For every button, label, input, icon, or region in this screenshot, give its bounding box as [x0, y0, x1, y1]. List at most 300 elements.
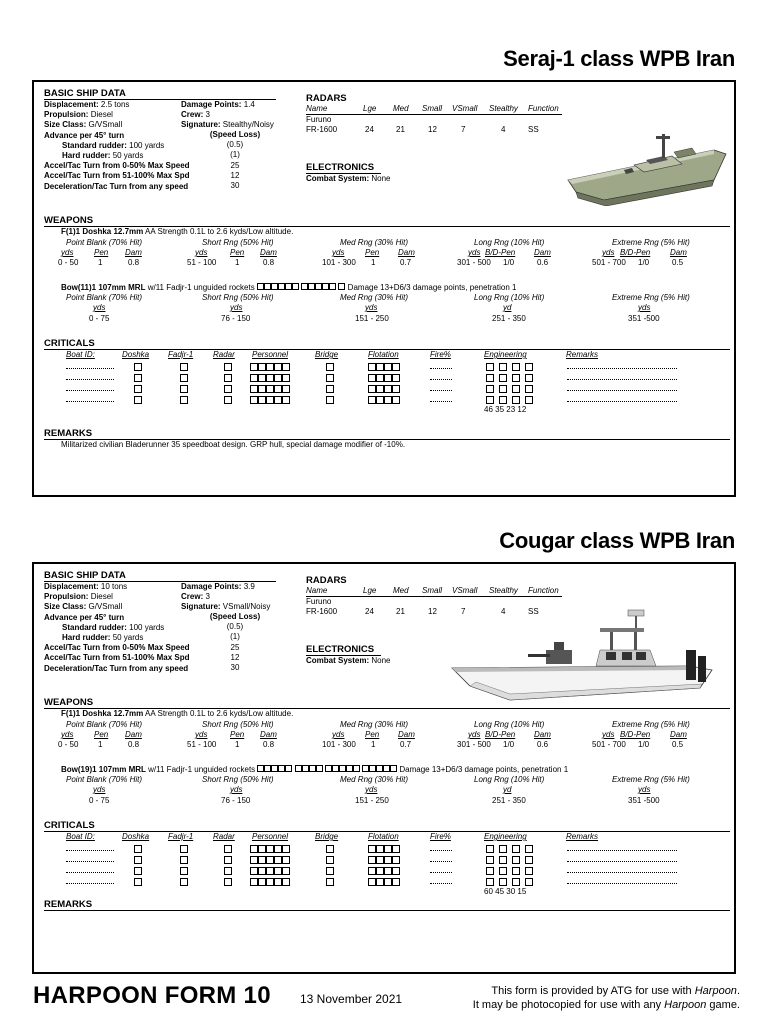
- crit-checkbox[interactable]: [499, 385, 507, 393]
- crit-checkbox[interactable]: [282, 867, 290, 875]
- crit-checkbox[interactable]: [258, 878, 266, 886]
- crit-checkbox[interactable]: [392, 856, 400, 864]
- crit-checkbox[interactable]: [392, 878, 400, 886]
- crit-blank-line[interactable]: [66, 379, 114, 380]
- crit-checkbox[interactable]: [392, 867, 400, 875]
- crit-checkbox[interactable]: [512, 396, 520, 404]
- crit-checkbox[interactable]: [266, 845, 274, 853]
- crit-checkbox[interactable]: [525, 856, 533, 864]
- crit-checkbox[interactable]: [266, 363, 274, 371]
- crit-checkbox[interactable]: [326, 845, 334, 853]
- radar-maker: Furuno: [306, 115, 332, 124]
- w1-val: 1/0: [503, 740, 515, 749]
- w2-range: Point Blank (70% Hit): [66, 293, 143, 302]
- combat-system: Combat System: None: [306, 174, 391, 183]
- w2-col: yds: [93, 303, 106, 312]
- w1-val: 101 - 300: [322, 258, 356, 267]
- crit-checkbox[interactable]: [525, 845, 533, 853]
- crit-col-remarks: Remarks: [566, 350, 599, 359]
- crit-checkbox[interactable]: [368, 363, 376, 371]
- crit-checkbox[interactable]: [392, 374, 400, 382]
- crit-checkbox[interactable]: [282, 396, 290, 404]
- crit-checkbox[interactable]: [392, 845, 400, 853]
- crit-col-fire: Fire%: [430, 350, 451, 359]
- radar-col-vsmall: VSmall: [452, 104, 478, 113]
- w1-val: 0 - 50: [58, 740, 79, 749]
- w2-col: yds: [230, 785, 243, 794]
- w1-col: Dam: [534, 248, 551, 257]
- crit-checkbox[interactable]: [384, 845, 392, 853]
- crit-col-engineering: Engineering: [484, 350, 527, 359]
- crit-checkbox[interactable]: [266, 374, 274, 382]
- radar-col-small: Small: [422, 104, 443, 113]
- w2-col: yds: [365, 785, 378, 794]
- radar-name: FR-1600: [306, 607, 338, 616]
- crit-checkbox[interactable]: [525, 878, 533, 886]
- crit-checkbox[interactable]: [258, 867, 266, 875]
- crit-checkbox[interactable]: [180, 374, 188, 382]
- crit-col-boat-id: Boat ID:: [66, 832, 95, 841]
- crit-checkbox[interactable]: [499, 856, 507, 864]
- w1-range-pb: Point Blank (70% Hit): [66, 238, 143, 247]
- ship-card: [32, 562, 736, 974]
- crit-blank-line[interactable]: [66, 883, 114, 884]
- crit-checkbox[interactable]: [258, 374, 266, 382]
- w1-val: 51 - 100: [187, 258, 217, 267]
- electronics-header: ELECTRONICS: [306, 644, 375, 655]
- crit-checkbox[interactable]: [274, 396, 282, 404]
- w1-val: 0.6: [537, 258, 549, 267]
- w1-val: 0.8: [128, 258, 140, 267]
- crit-checkbox[interactable]: [486, 867, 494, 875]
- crit-checkbox[interactable]: [376, 867, 384, 875]
- radar-col-med: Med: [393, 104, 409, 113]
- w1-range-short: Short Rng (50% Hit): [202, 238, 274, 247]
- crit-checkbox[interactable]: [368, 878, 376, 886]
- w1-col: B/D-Pen: [485, 730, 516, 739]
- radar-col-med: Med: [393, 586, 409, 595]
- crit-blank-line[interactable]: [430, 850, 452, 851]
- crit-blank-line[interactable]: [567, 861, 677, 862]
- crit-blank-line[interactable]: [430, 390, 452, 391]
- w1-col: Dam: [534, 730, 551, 739]
- crit-checkbox[interactable]: [250, 856, 258, 864]
- crit-blank-line[interactable]: [430, 872, 452, 873]
- radars-header: RADARS: [306, 93, 347, 104]
- crit-checkbox[interactable]: [368, 396, 376, 404]
- criticals-grid[interactable]: [34, 844, 734, 888]
- radar-med: 21: [396, 607, 405, 616]
- w1-col: Pen: [94, 248, 109, 257]
- w2-col: yd: [503, 785, 512, 794]
- crit-checkbox[interactable]: [368, 374, 376, 382]
- remarks-header: REMARKS: [44, 428, 93, 439]
- crit-checkbox[interactable]: [274, 856, 282, 864]
- w1-val: 1/0: [638, 740, 650, 749]
- basic-data-header: BASIC SHIP DATA: [44, 88, 126, 99]
- crit-checkbox[interactable]: [376, 374, 384, 382]
- crit-checkbox[interactable]: [326, 385, 334, 393]
- w1-col: Pen: [365, 248, 380, 257]
- crit-col-radar: Radar: [213, 832, 235, 841]
- radar-col-vsmall: VSmall: [452, 586, 478, 595]
- crit-checkbox[interactable]: [266, 856, 274, 864]
- w2-val: 76 - 150: [221, 314, 251, 323]
- crit-checkbox[interactable]: [282, 385, 290, 393]
- w1-val: 1: [235, 740, 240, 749]
- weapon-1-title: F(1)1 Doshka 12.7mm AA Strength 0.1L to 2.6 kyds/Low altitude.: [61, 709, 294, 718]
- crit-checkbox[interactable]: [486, 878, 494, 886]
- ship-card: [32, 80, 736, 497]
- w1-val: 301 - 500: [457, 740, 491, 749]
- crit-checkbox[interactable]: [224, 867, 232, 875]
- crit-checkbox[interactable]: [512, 385, 520, 393]
- crit-checkbox[interactable]: [368, 845, 376, 853]
- crit-checkbox[interactable]: [224, 374, 232, 382]
- crit-checkbox[interactable]: [499, 878, 507, 886]
- crit-checkbox[interactable]: [384, 856, 392, 864]
- w1-val: 0 - 50: [58, 258, 79, 267]
- crit-checkbox[interactable]: [282, 845, 290, 853]
- crit-checkbox[interactable]: [258, 385, 266, 393]
- crit-checkbox[interactable]: [368, 385, 376, 393]
- crit-checkbox[interactable]: [258, 856, 266, 864]
- crit-blank-line[interactable]: [66, 390, 114, 391]
- crit-checkbox[interactable]: [134, 845, 142, 853]
- crit-blank-line[interactable]: [567, 368, 677, 369]
- crit-col-doshka: Doshka: [122, 350, 150, 359]
- crit-col-personnel: Personnel: [252, 350, 289, 359]
- crit-checkbox[interactable]: [180, 363, 188, 371]
- crit-checkbox[interactable]: [376, 856, 384, 864]
- w1-val: 0.5: [672, 740, 684, 749]
- crit-checkbox[interactable]: [392, 363, 400, 371]
- crit-checkbox[interactable]: [224, 878, 232, 886]
- radar-maker: Furuno: [306, 597, 332, 606]
- crit-checkbox[interactable]: [512, 856, 520, 864]
- radars-header: RADARS: [306, 575, 347, 586]
- crit-checkbox[interactable]: [274, 878, 282, 886]
- engineering-values: 60 45 30 15: [484, 887, 527, 896]
- crit-col-bridge: Bridge: [315, 832, 339, 841]
- crit-checkbox[interactable]: [180, 845, 188, 853]
- crit-checkbox[interactable]: [384, 374, 392, 382]
- w1-val: 1: [235, 258, 240, 267]
- remarks-text: Militarized civilian Bladerunner 35 speedboat design. GRP hull, special damage modifier of -10%.: [61, 440, 406, 449]
- crit-col-flotation: Flotation: [368, 350, 399, 359]
- crit-blank-line[interactable]: [430, 401, 452, 402]
- crit-checkbox[interactable]: [384, 878, 392, 886]
- crit-checkbox[interactable]: [486, 374, 494, 382]
- crit-checkbox[interactable]: [512, 845, 520, 853]
- crit-checkbox[interactable]: [224, 363, 232, 371]
- crit-checkbox[interactable]: [525, 396, 533, 404]
- crit-checkbox[interactable]: [499, 396, 507, 404]
- crit-checkbox[interactable]: [180, 385, 188, 393]
- crit-checkbox[interactable]: [326, 396, 334, 404]
- w1-col: Pen: [230, 730, 245, 739]
- basic-data-right: Damage Points: 1.4 Crew: 3 Signature: Stealthy/Noisy: [181, 100, 274, 130]
- crit-checkbox[interactable]: [486, 845, 494, 853]
- crit-checkbox[interactable]: [512, 374, 520, 382]
- crit-checkbox[interactable]: [392, 385, 400, 393]
- crit-checkbox[interactable]: [384, 867, 392, 875]
- crit-checkbox[interactable]: [250, 867, 258, 875]
- crit-checkbox[interactable]: [274, 867, 282, 875]
- w1-col: yds: [332, 730, 345, 739]
- crit-checkbox[interactable]: [486, 385, 494, 393]
- form-title: HARPOON FORM 10: [33, 982, 271, 1009]
- w2-col: yds: [365, 303, 378, 312]
- crit-blank-line[interactable]: [430, 368, 452, 369]
- crit-checkbox[interactable]: [250, 374, 258, 382]
- radar-name: FR-1600: [306, 125, 338, 134]
- w1-range-pb: Point Blank (70% Hit): [66, 720, 143, 729]
- w1-val: 0.8: [263, 740, 275, 749]
- w2-col: yds: [638, 785, 651, 794]
- crit-blank-line[interactable]: [66, 368, 114, 369]
- weapons-header: WEAPONS: [44, 697, 94, 708]
- crit-checkbox[interactable]: [258, 845, 266, 853]
- w2-col: yds: [93, 785, 106, 794]
- crit-checkbox[interactable]: [224, 396, 232, 404]
- crit-blank-line[interactable]: [567, 872, 677, 873]
- w2-val: 251 - 350: [492, 796, 526, 805]
- crit-checkbox[interactable]: [376, 385, 384, 393]
- crit-checkbox[interactable]: [266, 867, 274, 875]
- form-note: This form is provided by ATG for use with Harpoon. It may be photocopied for use with any Harpoon game.: [472, 985, 740, 1011]
- crit-checkbox[interactable]: [512, 363, 520, 371]
- crit-checkbox[interactable]: [392, 396, 400, 404]
- w1-val: 0.8: [128, 740, 140, 749]
- radar-col-function: Function: [528, 104, 559, 113]
- crit-blank-line[interactable]: [567, 883, 677, 884]
- crit-checkbox[interactable]: [376, 878, 384, 886]
- crit-blank-line[interactable]: [430, 883, 452, 884]
- w1-col: yds: [61, 730, 74, 739]
- crit-checkbox[interactable]: [525, 385, 533, 393]
- crit-checkbox[interactable]: [266, 878, 274, 886]
- crit-checkbox[interactable]: [326, 363, 334, 371]
- w1-col: Dam: [125, 730, 142, 739]
- crit-checkbox[interactable]: [180, 396, 188, 404]
- w1-range-long: Long Rng (10% Hit): [474, 238, 545, 247]
- w1-range-med: Med Rng (30% Hit): [340, 720, 409, 729]
- form-date: 13 November 2021: [300, 992, 403, 1006]
- crit-checkbox[interactable]: [525, 867, 533, 875]
- w1-range-short: Short Rng (50% Hit): [202, 720, 274, 729]
- crit-col-bridge: Bridge: [315, 350, 339, 359]
- w1-col: yds: [332, 248, 345, 257]
- seraj-boat-illustration: [564, 120, 732, 206]
- crit-checkbox[interactable]: [368, 856, 376, 864]
- crit-checkbox[interactable]: [282, 374, 290, 382]
- w2-val: 76 - 150: [221, 796, 251, 805]
- crit-checkbox[interactable]: [282, 856, 290, 864]
- w1-val: 1: [371, 740, 376, 749]
- crit-checkbox[interactable]: [134, 385, 142, 393]
- crit-col-engineering: Engineering: [484, 832, 527, 841]
- crit-checkbox[interactable]: [525, 374, 533, 382]
- crit-checkbox[interactable]: [180, 878, 188, 886]
- crit-checkbox[interactable]: [499, 363, 507, 371]
- crit-checkbox[interactable]: [274, 374, 282, 382]
- crit-checkbox[interactable]: [326, 374, 334, 382]
- crit-checkbox[interactable]: [512, 867, 520, 875]
- w1-val: 1: [98, 740, 103, 749]
- crit-checkbox[interactable]: [499, 845, 507, 853]
- w2-range: Point Blank (70% Hit): [66, 775, 143, 784]
- w1-col: B/D-Pen: [620, 248, 651, 257]
- crit-checkbox[interactable]: [326, 867, 334, 875]
- w1-col: yds: [195, 730, 208, 739]
- w1-col: yds: [195, 248, 208, 257]
- w1-val: 1: [371, 258, 376, 267]
- crit-checkbox[interactable]: [250, 396, 258, 404]
- w2-range: Extreme Rng (5% Hit): [612, 775, 690, 784]
- w1-val: 301 - 500: [457, 258, 491, 267]
- crit-checkbox[interactable]: [134, 374, 142, 382]
- crit-blank-line[interactable]: [430, 379, 452, 380]
- weapon-2-title: Bow(11)1 107mm MRL w/11 Fadjr-1 unguided rockets Damage 13+D6/3 damage points, penetration 1: [61, 283, 517, 293]
- w1-val: 0.7: [400, 740, 412, 749]
- crit-col-radar: Radar: [213, 350, 235, 359]
- crit-blank-line[interactable]: [567, 850, 677, 851]
- w2-col: yds: [230, 303, 243, 312]
- crit-checkbox[interactable]: [274, 845, 282, 853]
- w2-range: Med Rng (30% Hit): [340, 775, 409, 784]
- radar-stealthy: 4: [501, 607, 506, 616]
- crit-checkbox[interactable]: [376, 363, 384, 371]
- criticals-header: CRITICALS: [44, 338, 95, 349]
- crit-checkbox[interactable]: [486, 363, 494, 371]
- crit-checkbox[interactable]: [134, 396, 142, 404]
- w1-col: Dam: [670, 248, 687, 257]
- radar-lge: 24: [365, 125, 374, 134]
- ship-title: Seraj-1 class WPB Iran: [503, 46, 735, 71]
- w2-val: 0 - 75: [89, 314, 110, 323]
- crit-checkbox[interactable]: [486, 856, 494, 864]
- crit-checkbox[interactable]: [499, 374, 507, 382]
- crit-checkbox[interactable]: [282, 363, 290, 371]
- crit-checkbox[interactable]: [266, 385, 274, 393]
- crit-checkbox[interactable]: [250, 385, 258, 393]
- crit-checkbox[interactable]: [384, 385, 392, 393]
- crit-checkbox[interactable]: [274, 385, 282, 393]
- crit-blank-line[interactable]: [66, 401, 114, 402]
- crit-checkbox[interactable]: [134, 856, 142, 864]
- w1-col: Dam: [260, 730, 277, 739]
- combat-system: Combat System: None: [306, 656, 391, 665]
- crit-checkbox[interactable]: [134, 363, 142, 371]
- w1-col: Pen: [94, 730, 109, 739]
- crit-checkbox[interactable]: [224, 845, 232, 853]
- radar-col-lge: Lge: [363, 586, 377, 595]
- radar-col-stealthy: Stealthy: [489, 104, 518, 113]
- crit-checkbox[interactable]: [326, 878, 334, 886]
- remarks-header: REMARKS: [44, 899, 93, 910]
- criticals-grid[interactable]: [34, 362, 734, 406]
- electronics-header: ELECTRONICS: [306, 162, 375, 173]
- crit-checkbox[interactable]: [250, 845, 258, 853]
- speed-loss: (Speed Loss) (0.5) (1) 25 12 30: [209, 130, 261, 191]
- w2-range: Short Rng (50% Hit): [202, 293, 274, 302]
- ship-title: Cougar class WPB Iran: [499, 528, 735, 553]
- radar-function: SS: [528, 607, 539, 616]
- crit-checkbox[interactable]: [368, 867, 376, 875]
- crit-checkbox[interactable]: [258, 363, 266, 371]
- crit-blank-line[interactable]: [66, 872, 114, 873]
- w2-range: Long Rng (10% Hit): [474, 293, 545, 302]
- crit-checkbox[interactable]: [376, 845, 384, 853]
- w1-col: yds: [61, 248, 74, 257]
- crit-checkbox[interactable]: [499, 867, 507, 875]
- crit-checkbox[interactable]: [384, 363, 392, 371]
- crit-checkbox[interactable]: [384, 396, 392, 404]
- radar-small: 12: [428, 607, 437, 616]
- weapons-header: WEAPONS: [44, 215, 94, 226]
- radar-col-lge: Lge: [363, 104, 377, 113]
- crit-checkbox[interactable]: [274, 363, 282, 371]
- w1-col: Dam: [398, 248, 415, 257]
- radar-med: 21: [396, 125, 405, 134]
- crit-checkbox[interactable]: [258, 396, 266, 404]
- crit-col-doshka: Doshka: [122, 832, 150, 841]
- crit-checkbox[interactable]: [525, 363, 533, 371]
- crit-checkbox[interactable]: [376, 396, 384, 404]
- crit-checkbox[interactable]: [134, 878, 142, 886]
- w1-val: 501 - 700: [592, 258, 626, 267]
- w1-col: Dam: [260, 248, 277, 257]
- crit-col-flotation: Flotation: [368, 832, 399, 841]
- crit-blank-line[interactable]: [567, 379, 677, 380]
- crit-checkbox[interactable]: [250, 363, 258, 371]
- crit-blank-line[interactable]: [430, 861, 452, 862]
- crit-blank-line[interactable]: [567, 401, 677, 402]
- w1-range-extreme: Extreme Rng (5% Hit): [612, 720, 690, 729]
- crit-col-remarks: Remarks: [566, 832, 599, 841]
- w1-col: B/D-Pen: [620, 730, 651, 739]
- w2-val: 0 - 75: [89, 796, 110, 805]
- crit-checkbox[interactable]: [282, 878, 290, 886]
- crit-blank-line[interactable]: [66, 850, 114, 851]
- crit-checkbox[interactable]: [180, 867, 188, 875]
- crit-col-boat-id: Boat ID:: [66, 350, 95, 359]
- w2-col: yd: [503, 303, 512, 312]
- speed-loss: (Speed Loss) (0.5) (1) 25 12 30: [209, 612, 261, 673]
- crit-checkbox[interactable]: [486, 396, 494, 404]
- crit-checkbox[interactable]: [224, 385, 232, 393]
- w1-col: Pen: [230, 248, 245, 257]
- w1-col: B/D-Pen: [485, 248, 516, 257]
- crit-checkbox[interactable]: [266, 396, 274, 404]
- basic-data-left: Displacement: 10 tons Propulsion: Diesel Size Class: G/VSmall Advance per 45° turn Standard rudder: 100 yards Hard rudder: 50 yards Accel/Tac Turn from 0-50% Max Speed Accel/Tac Turn from 51-100% Max Spd Deceleration/Tac Turn from any speed: [44, 582, 190, 673]
- crit-checkbox[interactable]: [224, 856, 232, 864]
- crit-checkbox[interactable]: [512, 878, 520, 886]
- crit-blank-line[interactable]: [567, 390, 677, 391]
- w1-val: 0.6: [537, 740, 549, 749]
- w1-range-med: Med Rng (30% Hit): [340, 238, 409, 247]
- crit-checkbox[interactable]: [134, 867, 142, 875]
- crit-blank-line[interactable]: [66, 861, 114, 862]
- w1-val: 1: [98, 258, 103, 267]
- radar-col-function: Function: [528, 586, 559, 595]
- crit-checkbox[interactable]: [326, 856, 334, 864]
- radar-col-stealthy: Stealthy: [489, 586, 518, 595]
- w1-val: 501 - 700: [592, 740, 626, 749]
- crit-checkbox[interactable]: [180, 856, 188, 864]
- crit-checkbox[interactable]: [250, 878, 258, 886]
